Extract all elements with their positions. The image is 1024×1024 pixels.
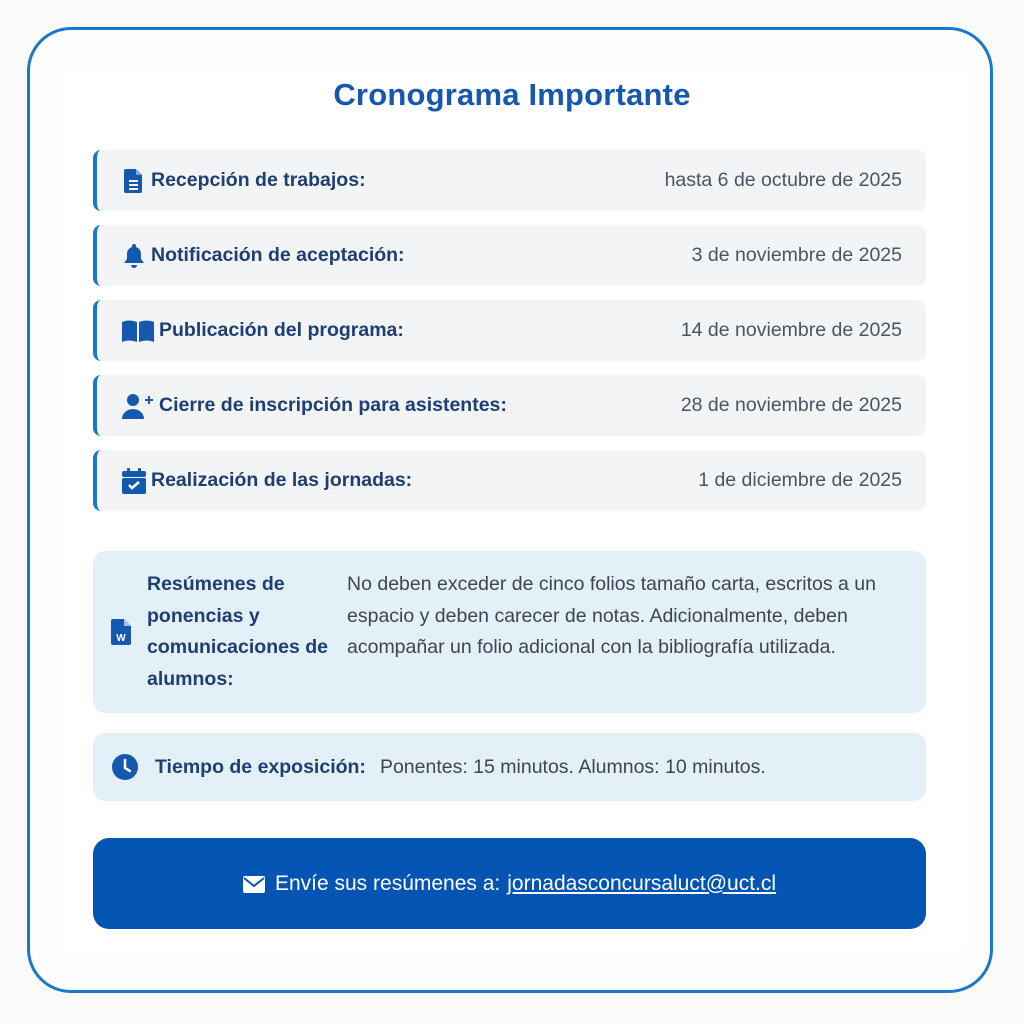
schedule-date: 28 de noviembre de 2025: [680, 394, 902, 416]
schedule-item-reception: [93, 150, 926, 211]
calendar-check-icon: [121, 468, 147, 494]
schedule-item-notification: [93, 225, 926, 286]
abstracts-text: No deben exceder de cinco folios tamaño carta, escritos a un espacio y deben carecer de notas. Adicionalmente, deben acompañar un folio adicional con la bibliografía utilizada.: [347, 573, 876, 658]
abstracts-label: Resúmenes de ponencias y comunicaciones de alumnos:: [147, 573, 328, 690]
schedule-date: 1 de diciembre de 2025: [698, 469, 902, 491]
clock-icon: [111, 753, 139, 781]
envelope-icon: [243, 875, 267, 893]
word-file-icon: [111, 619, 133, 645]
submit-abstracts-banner: [93, 838, 926, 929]
schedule-label: Notificación de aceptación:: [151, 244, 405, 266]
svg-text:W: W: [116, 633, 126, 644]
schedule-item-event: [93, 450, 926, 511]
exposure-text: Ponentes: 15 minutos. Alumnos: 10 minutos.: [379, 755, 766, 778]
schedule-label: Publicación del programa:: [159, 319, 404, 341]
schedule-item-registration: [93, 375, 926, 436]
exposure-time-box: [93, 733, 926, 801]
book-open-icon: [121, 318, 155, 344]
page-title: Cronograma Importante: [333, 77, 691, 112]
schedule-date: 14 de noviembre de 2025: [680, 319, 902, 341]
schedule-label: Realización de las jornadas:: [151, 469, 413, 491]
user-plus-icon: [121, 393, 155, 419]
bell-icon: [121, 243, 147, 269]
schedule-list: [93, 150, 926, 525]
exposure-label: Tiempo de exposición:: [155, 755, 366, 778]
document-icon: [121, 168, 147, 194]
email-link[interactable]: jornadasconcursaluct@uct.cl: [507, 871, 777, 895]
cta-text: Envíe sus resúmenes a:: [274, 871, 501, 895]
schedule-date: 3 de noviembre de 2025: [691, 244, 902, 266]
schedule-item-program: [93, 300, 926, 361]
schedule-date: hasta 6 de octubre de 2025: [664, 169, 902, 191]
schedule-label: Recepción de trabajos:: [151, 169, 366, 191]
schedule-label: Cierre de inscripción para asistentes:: [159, 394, 507, 416]
abstracts-info-box: [93, 551, 926, 713]
